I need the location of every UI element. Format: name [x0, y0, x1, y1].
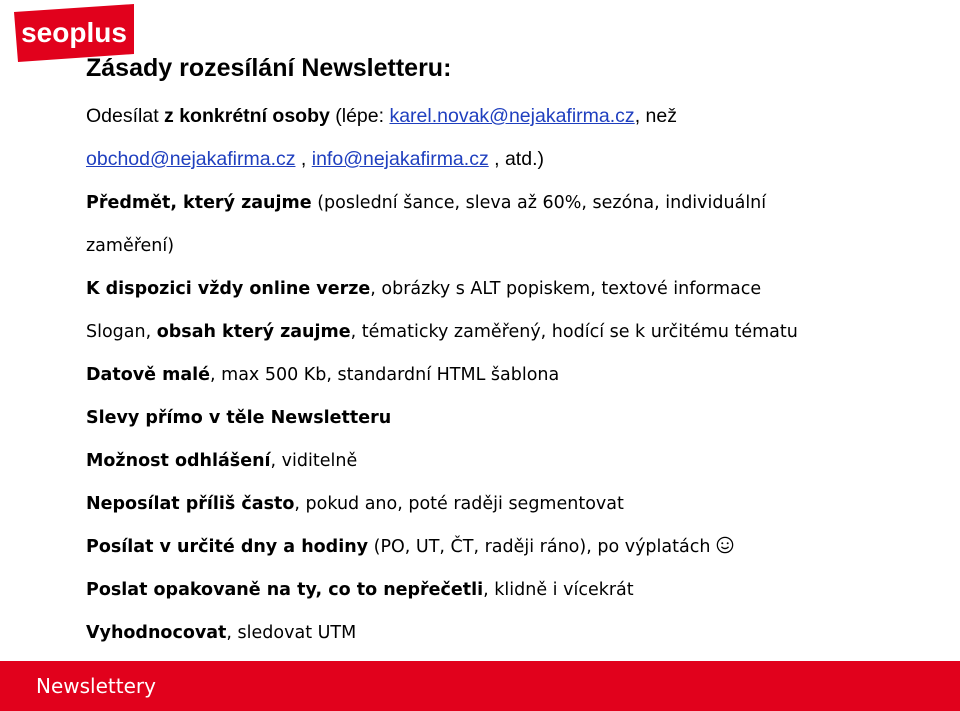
- page-title: Zásady rozesílání Newsletteru:: [86, 54, 452, 82]
- rule-2-cont: zaměření): [86, 236, 175, 256]
- rule-4: Slogan, obsah který zaujme, tématicky zaměřený, hodící se k určitému tématu: [86, 322, 798, 342]
- email-link-karel[interactable]: karel.novak@nejakafirma.cz: [389, 105, 635, 127]
- rule-3: K dispozici vždy online verze, obrázky s ALT popiskem, textové informace: [86, 279, 762, 299]
- rule-7: Možnost odhlášení, viditelně: [86, 451, 358, 471]
- logo-text: seoplus: [21, 17, 127, 48]
- rule-5: Datově malé, max 500 Kb, standardní HTML šablona: [86, 365, 560, 385]
- footer-bar: [0, 661, 960, 711]
- rule-6: Slevy přímo v těle Newsletteru: [86, 408, 392, 428]
- rule-1: Odesílat z konkrétní osoby (lépe: karel.novak@nejakafirma.cz, než: [86, 105, 677, 127]
- rule-1-cont: obchod@nejakafirma.cz , info@nejakafirma.cz , atd.): [86, 148, 544, 170]
- rule-9: Posílat v určité dny a hodiny (PO, UT, ČT, raději ráno), po výplatách: [86, 534, 734, 560]
- email-link-info[interactable]: info@nejakafirma.cz: [311, 148, 489, 170]
- rule-2: Předmět, který zaujme (poslední šance, sleva až 60%, sezóna, individuální: [86, 193, 767, 213]
- rule-11: Vyhodnocovat, sledovat UTM: [86, 623, 357, 643]
- rule-10: Poslat opakovaně na ty, co to nepřečetli, klidně i vícekrát: [86, 580, 634, 600]
- email-link-obchod[interactable]: obchod@nejakafirma.cz: [86, 148, 296, 170]
- footer-label: Newslettery: [36, 674, 156, 698]
- rule-8: Neposílat příliš často, pokud ano, poté raději segmentovat: [86, 494, 624, 514]
- smiley-icon: [716, 536, 734, 554]
